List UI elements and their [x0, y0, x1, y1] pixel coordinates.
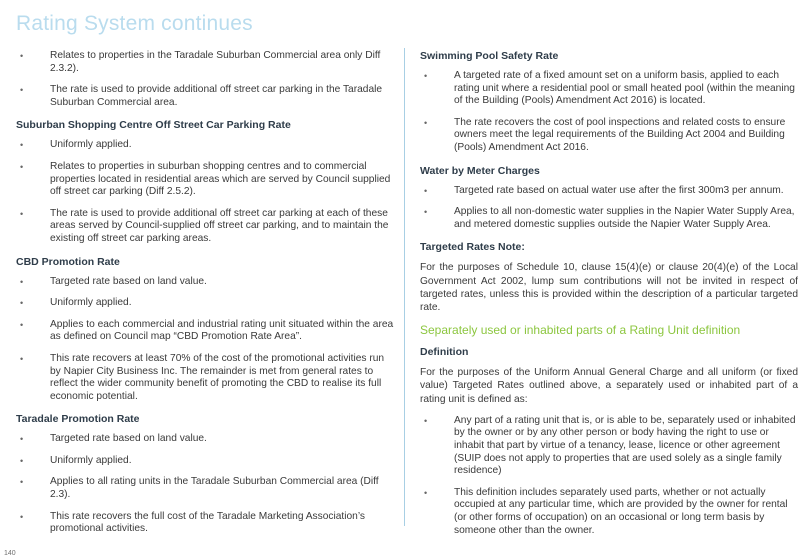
- left-column: [16, 50, 394, 546]
- pool-heading: Swimming Pool Safety Rate: [420, 50, 559, 62]
- list-item: • Targeted rate based on land value.: [20, 433, 207, 445]
- taradale-bullet-list: [16, 433, 394, 536]
- cbd-heading: CBD Promotion Rate: [16, 255, 120, 268]
- list-item: • A targeted rate of a fixed amount set on a uniform basis, applied to each rating unit where a residential pool or small heated pool (within the meaning of the Building (Pools) Amendment Act 2016) is located.: [424, 70, 795, 107]
- list-item: • Uniformly applied.: [20, 139, 132, 151]
- list-item: • Relates to properties in the Taradale Suburban Commercial area only Diff 2.3.2).: [20, 50, 381, 74]
- bullet-icon: •: [20, 51, 24, 61]
- bullet-icon: •: [20, 85, 24, 96]
- cbd-bullet-list: [16, 276, 394, 404]
- bullet-icon: •: [20, 353, 24, 364]
- definition-heading: Definition: [420, 346, 469, 359]
- taradale-heading: Taradale Promotion Rate: [16, 413, 140, 426]
- intro-bullet-list: [16, 50, 394, 109]
- page-number: 140: [4, 550, 16, 557]
- bullet-icon: •: [20, 434, 24, 445]
- list-item: • Relates to properties in suburban shopping centres and to commercial properties located in residential areas which are served by Council supplied off street car parking (Diff 2.5.2).: [20, 160, 391, 198]
- bullet-icon: •: [20, 276, 24, 287]
- bullet-icon: •: [20, 455, 24, 466]
- water-heading: Water by Meter Charges: [420, 164, 540, 177]
- bullet-icon: •: [424, 185, 428, 196]
- list-item: • This rate recovers at least 70% of the cost of the promotional activities run by Napier City Business Inc. The remainder is met from general rates to reflect the wider community benefit of promoting the CBD to realise its full economic potential.: [20, 352, 385, 402]
- bullet-icon: •: [424, 487, 428, 498]
- bullet-icon: •: [424, 415, 428, 426]
- list-item: • Targeted rate based on land value.: [20, 275, 207, 287]
- list-item: • The rate recovers the cost of pool inspections and related costs to ensure owners meet the legal requirements of the Building Act 2004 and Building (Pools) Amendment Act 2016.: [424, 116, 786, 153]
- bullet-icon: •: [20, 140, 24, 151]
- list-item: • The rate is used to provide additional off street car parking in the Taradale Suburban Commercial area.: [20, 84, 383, 108]
- list-item: • The rate is used to provide additional off street car parking at each of these areas served by Council-supplied off street car parking, and to maintain the existing off street car parking areas.: [20, 207, 389, 244]
- list-item: • Uniformly applied.: [20, 454, 132, 466]
- column-divider: [404, 48, 405, 526]
- suburban-heading: Suburban Shopping Centre Off Street Car Parking Rate: [16, 119, 291, 132]
- page-title: Rating System continues: [16, 12, 253, 35]
- bullet-icon: •: [20, 298, 24, 309]
- definition-bullet-list: [420, 415, 798, 537]
- list-item: • This definition includes separately used parts, whether or not actually occupied at any particular time, which are provided by the owner for rental (or other forms of occupation) on an occasional or long term basis by someone other than the owner.: [424, 486, 788, 536]
- list-item: • This rate recovers the full cost of the Taradale Marketing Association’s promotional activities.: [20, 510, 366, 535]
- bullet-icon: •: [20, 161, 24, 172]
- bullet-icon: •: [20, 208, 24, 219]
- bullet-icon: •: [20, 511, 24, 522]
- list-item: • Applies to all non-domestic water supplies in the Napier Water Supply Area, and metered domestic supplies outside the Napier Water Supply Area.: [424, 206, 795, 230]
- targeted-rates-note-heading: Targeted Rates Note:: [420, 241, 525, 254]
- list-item: • Applies to all rating units in the Taradale Suburban Commercial area (Diff 2.3).: [20, 476, 379, 501]
- bullet-icon: •: [20, 319, 24, 330]
- right-column: [420, 50, 798, 547]
- suburban-bullet-list: [16, 139, 394, 245]
- targeted-rates-note-text: For the purposes of Schedule 10, clause 15(4)(e) or clause 20(4)(e) of the Local Government Act 2002, lump sum contributions will not be invited in respect of targeted rates, unless this is provided within the description of a particular targeted rate.: [420, 262, 798, 313]
- list-item: • Applies to each commercial and industrial rating unit situated within the area as defined on Council map “CBD Promotion Rate Area”.: [20, 318, 394, 343]
- separately-used-title: Separately used or inhabited parts of a Rating Unit definition: [420, 323, 741, 338]
- bullet-icon: •: [424, 117, 428, 128]
- pool-bullet-list: [420, 70, 798, 155]
- bullet-icon: •: [20, 477, 24, 488]
- list-item: • Targeted rate based on actual water use after the first 300m3 per annum.: [424, 184, 784, 196]
- list-item: • Uniformly applied.: [20, 297, 132, 309]
- bullet-icon: •: [424, 71, 428, 81]
- list-item: • Any part of a rating unit that is, or is able to be, separately used or inhabited by the owner or by any other person or body having the right to use or inhabit that part by virtue of a tenancy, lease, licence or other agreement (SUIP does not apply to properties that are used solely as a single family residence): [424, 414, 796, 477]
- definition-text: For the purposes of the Uniform Annual General Charge and all uniform (or fixed value) Targeted Rates outlined above, a separately used or inhabited part of a rating unit is defined as:: [420, 367, 798, 405]
- bullet-icon: •: [424, 207, 428, 218]
- water-bullet-list: [420, 185, 798, 232]
